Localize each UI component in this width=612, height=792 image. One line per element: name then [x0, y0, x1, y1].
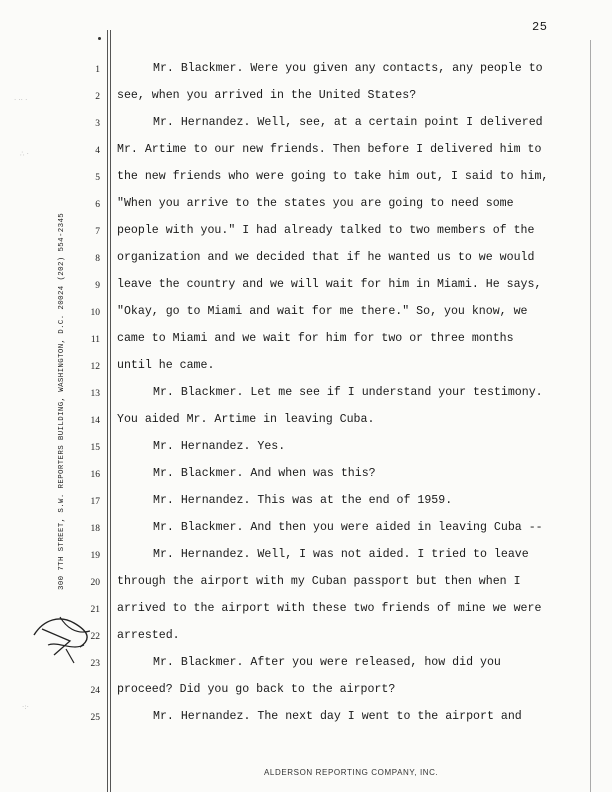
binding-dot: [98, 37, 101, 40]
transcript-line: through the airport with my Cuban passport but then when I: [117, 575, 521, 588]
line-number: 1: [95, 65, 100, 75]
line-number: 25: [90, 713, 100, 723]
margin-rule-right: [590, 40, 591, 792]
line-number: 14: [90, 416, 100, 426]
margin-rule-left: [107, 30, 108, 792]
transcript-line: You aided Mr. Artime in leaving Cuba.: [117, 413, 375, 426]
line-number: 24: [90, 686, 100, 696]
line-number: 21: [90, 605, 100, 615]
line-number: 22: [90, 632, 100, 642]
transcript-line: proceed? Did you go back to the airport?: [117, 683, 396, 696]
line-number: 10: [90, 308, 100, 318]
line-number: 19: [90, 551, 100, 561]
line-number: 17: [90, 497, 100, 507]
transcript-line: Mr. Hernandez. Well, I was not aided. I tried to leave: [153, 548, 529, 561]
line-number: 3: [95, 119, 100, 129]
line-number-column: [76, 60, 100, 735]
footer-reporting-company: ALDERSON REPORTING COMPANY, INC.: [264, 768, 439, 777]
margin-smudge: · ·· ·: [14, 96, 28, 104]
transcript-line: leave the country and we will wait for him in Miami. He says,: [117, 278, 542, 291]
margin-rule-left-inner: [110, 30, 111, 792]
transcript-line: organization and we decided that if he wanted us to we would: [117, 251, 535, 264]
line-number: 15: [90, 443, 100, 453]
transcript-line: Mr. Hernandez. The next day I went to the airport and: [153, 710, 522, 723]
page-number: 25: [532, 20, 548, 34]
line-number: 4: [95, 146, 100, 156]
transcript-body: [117, 58, 585, 733]
line-number: 8: [95, 254, 100, 264]
transcript-line: the new friends who were going to take him out, I said to him,: [117, 170, 549, 183]
line-number: 2: [95, 92, 100, 102]
transcript-line: Mr. Blackmer. Were you given any contacts, any people to: [153, 62, 543, 75]
transcript-line: Mr. Blackmer. And when was this?: [153, 467, 376, 480]
transcript-line: Mr. Blackmer. Let me see if I understand your testimony.: [153, 386, 543, 399]
line-number: 23: [90, 659, 100, 669]
line-number: 9: [95, 281, 100, 291]
line-number: 13: [90, 389, 100, 399]
transcript-line: came to Miami and we wait for him for two or three months: [117, 332, 514, 345]
transcript-line: Mr. Artime to our new friends. Then before I delivered him to: [117, 143, 542, 156]
line-number: 5: [95, 173, 100, 183]
line-number: 16: [90, 470, 100, 480]
transcript-line: Mr. Hernandez. This was at the end of 1959.: [153, 494, 453, 507]
transcript-line: "When you arrive to the states you are going to need some: [117, 197, 514, 210]
reporter-address-vertical: 300 7TH STREET, S.W. REPORTERS BUILDING, WASHINGTON, D.C. 20024 (202) 554-2345: [58, 212, 66, 590]
transcript-line: Mr. Hernandez. Well, see, at a certain point I delivered: [153, 116, 543, 129]
transcript-line: "Okay, go to Miami and wait for me there." So, you know, we: [117, 305, 528, 318]
margin-smudge: ∴ ·: [20, 150, 29, 158]
line-number: 12: [90, 362, 100, 372]
line-number: 11: [90, 335, 100, 345]
transcript-line: until he came.: [117, 359, 215, 372]
line-number: 20: [90, 578, 100, 588]
transcript-line: people with you." I had already talked to two members of the: [117, 224, 535, 237]
transcript-line: Mr. Hernandez. Yes.: [153, 440, 286, 453]
line-number: 18: [90, 524, 100, 534]
transcript-line: arrested.: [117, 629, 180, 642]
line-number: 6: [95, 200, 100, 210]
margin-smudge: ·:·: [22, 703, 29, 711]
transcript-line: Mr. Blackmer. And then you were aided in leaving Cuba --: [153, 521, 543, 534]
transcript-line: see, when you arrived in the United States?: [117, 89, 417, 102]
line-number: 7: [95, 227, 100, 237]
transcript-line: arrived to the airport with these two friends of mine we were: [117, 602, 542, 615]
transcript-line: Mr. Blackmer. After you were released, how did you: [153, 656, 501, 669]
